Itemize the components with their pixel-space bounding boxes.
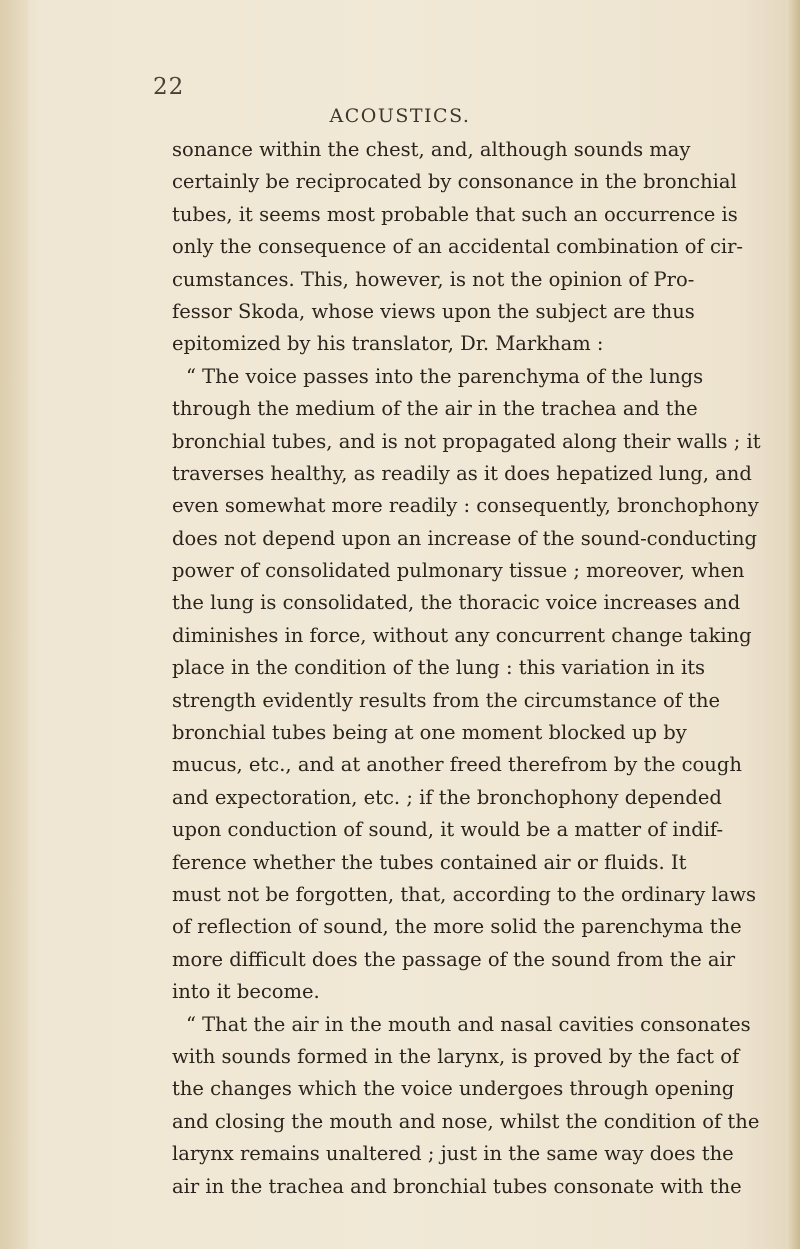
text-line: traverses healthy, as readily as it does hepatized lung, and xyxy=(172,461,752,485)
text-line: ference whether the tubes contained air or fluids. It xyxy=(172,850,687,874)
text-line: diminishes in force, without any concurrent change taking xyxy=(172,623,752,647)
text-line: and expectoration, etc. ; if the bronchophony depended xyxy=(172,785,722,809)
page-gutter-shadow xyxy=(0,0,28,1249)
quotation-start-line: “ That the air in the mouth and nasal cavities consonates xyxy=(186,1012,751,1036)
text-line: even somewhat more readily : consequently, bronchophony xyxy=(172,494,759,518)
text-line: does not depend upon an increase of the sound-conducting xyxy=(172,526,757,550)
text-line: bronchial tubes being at one moment blocked up by xyxy=(172,721,687,745)
text-line: with sounds formed in the larynx, is proved by the fact of xyxy=(172,1044,740,1068)
text-line: place in the condition of the lung : this variation in its xyxy=(172,656,706,680)
text-line: fessor Skoda, whose views upon the subject are thus xyxy=(172,299,695,323)
running-head: ACOUSTICS. xyxy=(329,105,471,127)
text-line: strength evidently results from the circumstance of the xyxy=(172,688,721,712)
text-line: more difficult does the passage of the sound from the air xyxy=(172,947,736,971)
text-line: through the medium of the air in the trachea and the xyxy=(172,397,698,421)
text-line: larynx remains unaltered ; just in the same way does the xyxy=(172,1142,734,1166)
text-line: cumstances. This, however, is not the opinion of Pro- xyxy=(172,267,695,291)
text-line: the lung is consolidated, the thoracic voice increases and xyxy=(172,591,741,615)
text-line: tubes, it seems most probable that such an occurrence is xyxy=(172,202,738,226)
text-line: only the consequence of an accidental combination of cir- xyxy=(172,235,744,259)
text-line: power of consolidated pulmonary tissue ; moreover, when xyxy=(172,559,745,583)
text-line: epitomized by his translator, Dr. Markham : xyxy=(172,332,604,356)
text-line: and closing the mouth and nose, whilst the condition of the xyxy=(172,1109,760,1133)
text-line: air in the trachea and bronchial tubes consonate with the xyxy=(172,1174,742,1198)
text-line: of reflection of sound, the more solid the parenchyma the xyxy=(172,915,742,939)
text-line: must not be forgotten, that, according to the ordinary laws xyxy=(172,882,757,906)
page-number: 22 xyxy=(153,74,185,100)
text-line: bronchial tubes, and is not propagated along their walls ; it xyxy=(172,429,761,453)
text-line: mucus, etc., and at another freed therefrom by the cough xyxy=(172,753,742,777)
text-line: sonance within the chest, and, although sounds may xyxy=(172,138,691,161)
page-edge-shadow xyxy=(786,0,800,1249)
quotation-start-line: “ The voice passes into the parenchyma of the lungs xyxy=(186,364,704,388)
text-line: the changes which the voice undergoes through opening xyxy=(172,1077,735,1101)
text-line: into it become. xyxy=(172,980,320,1004)
body-text xyxy=(172,134,761,1203)
text-line: certainly be reciprocated by consonance in the bronchial xyxy=(172,170,737,194)
text-line: upon conduction of sound, it would be a matter of indif- xyxy=(172,818,724,842)
